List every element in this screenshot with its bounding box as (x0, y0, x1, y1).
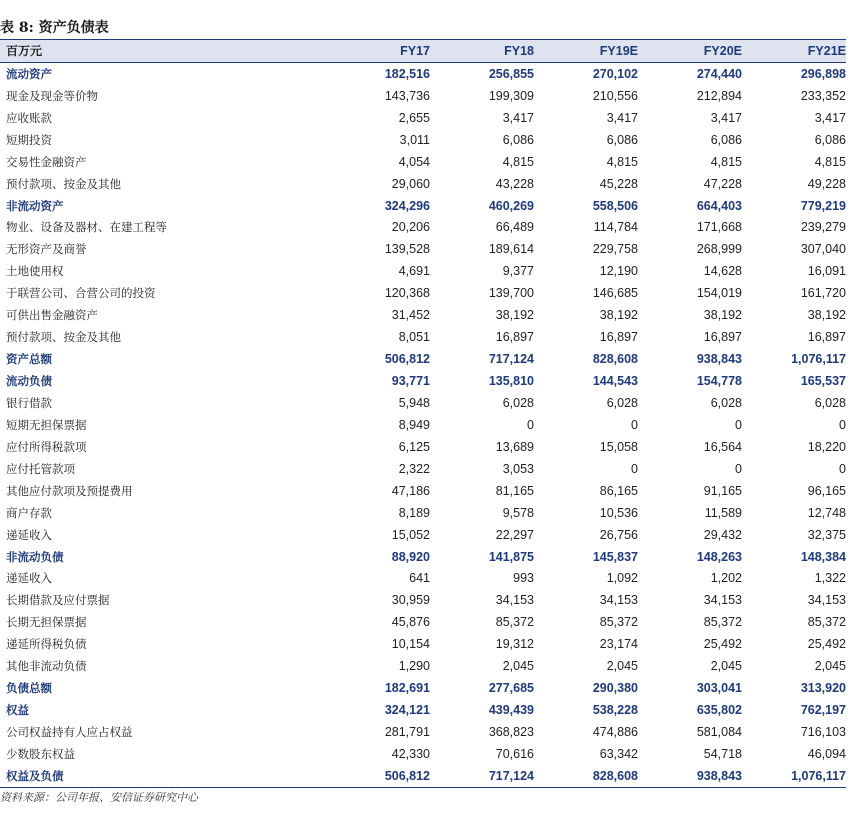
row-value: 15,052 (391, 527, 430, 542)
row-value: 1,322 (814, 571, 846, 586)
row-value: 6,028 (606, 395, 638, 410)
row-value: 635,802 (696, 703, 742, 718)
row-label: 预付款项、按金及其他 (6, 330, 121, 345)
header-fy17: FY17 (326, 40, 430, 62)
row-label: 权益及负债 (0, 765, 326, 787)
row-value: 4,815 (606, 154, 638, 169)
row-value: 1,092 (606, 571, 638, 586)
row-label: 应付托管款项 (6, 461, 75, 476)
row-value: 29,432 (703, 527, 742, 542)
row-value: 296,898 (800, 66, 846, 81)
row-value: 538,228 (592, 703, 638, 718)
row-value: 12,748 (807, 505, 846, 520)
row-label: 可供出售金融资产 (6, 308, 98, 323)
row-value: 146,685 (592, 286, 638, 301)
row-value: 47,186 (391, 483, 430, 498)
row-value: 139,528 (384, 242, 430, 257)
row-value: 47,228 (703, 176, 742, 191)
row-value: 13,689 (495, 439, 534, 454)
table-row (0, 282, 846, 304)
row-value: 148,384 (800, 549, 846, 564)
row-value: 274,440 (696, 66, 742, 81)
row-value: 239,279 (800, 220, 846, 235)
row-value: 14,628 (703, 264, 742, 279)
row-value: 34,153 (599, 593, 638, 608)
row-label: 预付款项、按金及其他 (6, 176, 121, 191)
row-value: 4,815 (710, 154, 742, 169)
row-value: 32,375 (807, 527, 846, 542)
row-value: 182,516 (384, 66, 430, 81)
table-row (0, 611, 846, 633)
row-label: 应付所得税款项 (6, 439, 87, 454)
row-value: 154,019 (696, 286, 742, 301)
row-value: 34,153 (495, 593, 534, 608)
row-value: 26,756 (599, 527, 638, 542)
row-value: 1,290 (398, 659, 430, 674)
row-value: 2,045 (606, 659, 638, 674)
table-row (0, 217, 846, 239)
row-label: 现金及现金等价物 (6, 88, 98, 103)
table-row (0, 173, 846, 195)
row-label: 商户存款 (6, 505, 52, 520)
row-value: 1,202 (710, 571, 742, 586)
row-label: 其他应付款项及预提费用 (6, 483, 133, 498)
row-label: 递延所得税负债 (6, 637, 87, 652)
row-label: 资产总额 (6, 352, 52, 367)
row-label: 负债总额 (6, 681, 52, 696)
header-fy18: FY18 (430, 40, 534, 62)
row-value: 3,417 (606, 110, 638, 125)
row-value: 43,228 (495, 176, 534, 191)
row-value: 717,124 (488, 352, 534, 367)
row-value: 0 (527, 417, 534, 432)
row-value: 8,949 (398, 417, 430, 432)
row-label: 递延收入 (6, 571, 52, 586)
row-value: 6,086 (606, 132, 638, 147)
row-label: 交易性金融资产 (6, 154, 87, 169)
header-fy21e: FY21E (742, 40, 846, 62)
row-value: 85,372 (807, 615, 846, 630)
row-value: 154,778 (696, 374, 742, 389)
row-value: 439,439 (488, 703, 534, 718)
table-row (0, 326, 846, 348)
row-value: 3,011 (399, 132, 430, 147)
row-value: 6,125 (398, 439, 430, 454)
row-value: 1,076,117 (742, 765, 846, 787)
row-value: 4,815 (814, 154, 846, 169)
header-fy19e: FY19E (534, 40, 638, 62)
row-value: 3,417 (814, 110, 846, 125)
table-row (0, 677, 846, 699)
row-value: 0 (839, 461, 846, 476)
row-value: 828,608 (592, 352, 638, 367)
row-value: 16,091 (807, 264, 846, 279)
table-row (0, 633, 846, 655)
row-value: 8,051 (398, 330, 430, 345)
row-value: 182,691 (384, 681, 430, 696)
table-row (0, 743, 846, 765)
row-value: 91,165 (703, 483, 742, 498)
row-value: 16,564 (703, 439, 742, 454)
row-label: 长期借款及应付票据 (6, 593, 110, 608)
row-value: 210,556 (592, 88, 638, 103)
row-value: 307,040 (800, 242, 846, 257)
row-value: 290,380 (592, 681, 638, 696)
row-value: 25,492 (703, 637, 742, 652)
table-row (0, 502, 846, 524)
row-value: 49,228 (807, 176, 846, 191)
row-value: 11,589 (704, 505, 742, 520)
row-value: 270,102 (592, 66, 638, 81)
row-value: 16,897 (807, 330, 846, 345)
row-value: 716,103 (800, 725, 846, 740)
row-value: 31,452 (391, 308, 430, 323)
row-value: 18,220 (807, 439, 846, 454)
header-fy20e: FY20E (638, 40, 742, 62)
row-value: 233,352 (800, 88, 846, 103)
row-value: 34,153 (703, 593, 742, 608)
row-value: 16,897 (599, 330, 638, 345)
row-value: 38,192 (807, 308, 846, 323)
row-label: 公司权益持有人应占权益 (6, 725, 133, 740)
row-value: 6,028 (814, 395, 846, 410)
row-value: 0 (735, 417, 742, 432)
row-value: 277,685 (488, 681, 534, 696)
table-row (0, 260, 846, 282)
row-value: 2,045 (502, 659, 534, 674)
row-value: 42,330 (391, 746, 430, 761)
row-value: 9,377 (502, 264, 534, 279)
table-row (0, 721, 846, 743)
row-value: 506,812 (326, 765, 430, 787)
row-label: 非流动资产 (6, 198, 64, 213)
row-value: 20,206 (391, 220, 430, 235)
table-row (0, 304, 846, 326)
row-value: 2,655 (398, 110, 430, 125)
row-label: 物业、设备及器材、在建工程等 (6, 220, 167, 235)
row-value: 993 (513, 571, 534, 586)
row-value: 460,269 (488, 198, 534, 213)
balance-sheet-table (0, 40, 846, 788)
table-row (0, 62, 846, 84)
table-row (0, 414, 846, 436)
row-value: 16,897 (495, 330, 534, 345)
row-value: 38,192 (495, 308, 534, 323)
row-value: 29,060 (391, 176, 430, 191)
row-value: 5,948 (398, 395, 430, 410)
row-value: 93,771 (391, 374, 430, 389)
row-value: 199,309 (488, 88, 534, 103)
row-value: 34,153 (807, 593, 846, 608)
row-label: 应收账款 (6, 110, 52, 125)
row-value: 0 (735, 461, 742, 476)
row-value: 0 (631, 461, 638, 476)
row-value: 16,897 (703, 330, 742, 345)
row-value: 10,536 (599, 505, 638, 520)
row-value: 85,372 (599, 615, 638, 630)
row-value: 10,154 (391, 637, 430, 652)
row-value: 3,417 (710, 110, 742, 125)
row-value: 46,094 (807, 746, 846, 761)
row-value: 12,190 (599, 264, 638, 279)
row-value: 22,297 (495, 527, 534, 542)
row-value: 19,312 (495, 637, 534, 652)
row-value: 30,959 (391, 593, 430, 608)
row-value: 96,165 (807, 483, 846, 498)
row-value: 6,086 (710, 132, 742, 147)
row-value: 828,608 (534, 765, 638, 787)
row-value: 6,028 (502, 395, 534, 410)
row-label: 于联营公司、合营公司的投资 (6, 286, 156, 301)
row-value: 135,810 (488, 374, 534, 389)
row-value: 171,668 (696, 220, 742, 235)
table-row (0, 151, 846, 173)
row-value: 23,174 (599, 637, 638, 652)
row-value: 6,086 (814, 132, 846, 147)
row-value: 938,843 (638, 765, 742, 787)
row-label: 流动负债 (6, 374, 52, 389)
row-label: 非流动负债 (6, 549, 64, 564)
source-note: 资料来源：公司年报、安信证券研究中心 (0, 791, 198, 804)
row-value: 81,165 (495, 483, 534, 498)
row-value: 641 (409, 571, 430, 586)
table-row (0, 348, 846, 370)
table-row (0, 129, 846, 151)
row-value: 144,543 (592, 374, 638, 389)
table-row (0, 195, 846, 217)
row-value: 161,720 (800, 286, 846, 301)
row-label: 少数股东权益 (6, 746, 75, 761)
table-row (0, 436, 846, 458)
table-body (0, 62, 846, 787)
table-title: 表 8: 资产负债表 (0, 20, 109, 36)
row-value: 45,876 (391, 615, 430, 630)
row-value: 189,614 (488, 242, 534, 257)
row-value: 4,054 (398, 154, 430, 169)
row-value: 8,189 (398, 505, 430, 520)
row-value: 303,041 (696, 681, 742, 696)
table-row (0, 765, 846, 787)
row-label: 银行借款 (6, 395, 52, 410)
row-value: 558,506 (592, 198, 638, 213)
row-value: 120,368 (384, 286, 430, 301)
table-row (0, 524, 846, 546)
row-value: 0 (631, 417, 638, 432)
row-value: 717,124 (430, 765, 534, 787)
row-value: 506,812 (384, 352, 430, 367)
row-value: 9,578 (502, 505, 534, 520)
row-value: 581,084 (696, 725, 742, 740)
row-value: 1,076,117 (791, 352, 846, 367)
table-row (0, 568, 846, 590)
table-row (0, 589, 846, 611)
row-value: 54,718 (703, 746, 742, 761)
row-value: 4,815 (502, 154, 534, 169)
row-value: 762,197 (800, 703, 846, 718)
row-value: 281,791 (384, 725, 430, 740)
row-value: 2,045 (814, 659, 846, 674)
table-row (0, 107, 846, 129)
row-value: 256,855 (488, 66, 534, 81)
row-value: 139,700 (488, 286, 534, 301)
row-value: 45,228 (599, 176, 638, 191)
row-label: 长期无担保票据 (6, 615, 87, 630)
row-value: 474,886 (592, 725, 638, 740)
row-value: 85,372 (495, 615, 534, 630)
row-label: 短期投资 (6, 132, 52, 147)
table-row (0, 238, 846, 260)
row-value: 86,165 (599, 483, 638, 498)
row-label: 其他非流动负债 (6, 659, 87, 674)
row-value: 25,492 (807, 637, 846, 652)
row-value: 38,192 (599, 308, 638, 323)
row-value: 70,616 (495, 746, 534, 761)
row-value: 3,417 (502, 110, 534, 125)
row-value: 2,322 (398, 461, 430, 476)
row-value: 4,691 (398, 264, 430, 279)
row-value: 6,028 (710, 395, 742, 410)
row-value: 85,372 (703, 615, 742, 630)
row-value: 165,537 (800, 374, 846, 389)
row-value: 313,920 (800, 681, 846, 696)
row-value: 212,894 (696, 88, 742, 103)
row-value: 268,999 (696, 242, 742, 257)
row-value: 3,053 (502, 461, 534, 476)
row-value: 114,784 (593, 220, 638, 235)
row-value: 143,736 (384, 88, 430, 103)
row-label: 权益 (6, 703, 29, 718)
row-value: 15,058 (599, 439, 638, 454)
row-value: 63,342 (599, 746, 638, 761)
table-row (0, 699, 846, 721)
row-label: 土地使用权 (6, 264, 64, 279)
row-value: 664,403 (696, 198, 742, 213)
row-value: 779,219 (800, 198, 846, 213)
header-row (0, 40, 846, 62)
row-value: 324,296 (384, 198, 430, 213)
row-value: 229,758 (592, 242, 638, 257)
row-value: 368,823 (488, 725, 534, 740)
table-row (0, 458, 846, 480)
row-label: 短期无担保票据 (6, 417, 87, 432)
table-row (0, 392, 846, 414)
row-label: 递延收入 (6, 527, 52, 542)
row-value: 66,489 (495, 220, 534, 235)
row-value: 88,920 (391, 549, 430, 564)
row-value: 6,086 (502, 132, 534, 147)
table-row (0, 370, 846, 392)
row-value: 145,837 (592, 549, 638, 564)
row-value: 938,843 (696, 352, 742, 367)
row-value: 324,121 (384, 703, 430, 718)
row-value: 148,263 (696, 549, 742, 564)
row-label: 流动资产 (6, 66, 52, 81)
table-row (0, 546, 846, 568)
table-row (0, 655, 846, 677)
row-label: 无形资产及商誉 (6, 242, 87, 257)
table-row (0, 85, 846, 107)
header-unit: 百万元 (0, 40, 326, 62)
row-value: 38,192 (703, 308, 742, 323)
row-value: 141,875 (488, 549, 534, 564)
row-value: 0 (839, 417, 846, 432)
row-value: 2,045 (710, 659, 742, 674)
table-row (0, 480, 846, 502)
